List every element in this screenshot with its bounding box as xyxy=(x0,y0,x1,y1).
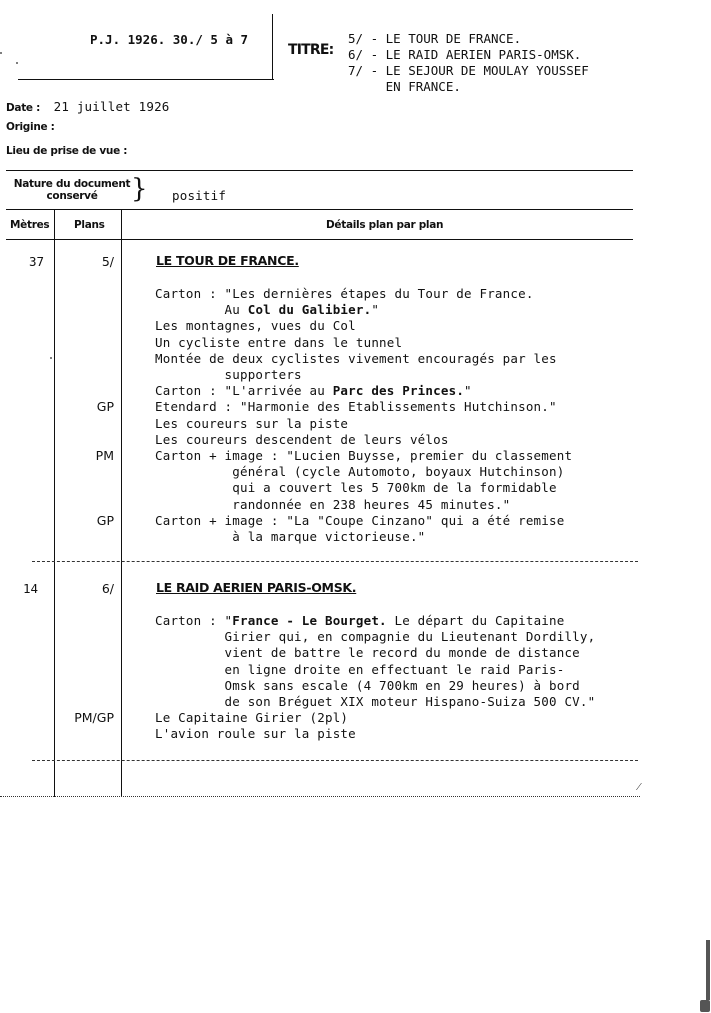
header-box-bottom-border xyxy=(18,79,274,80)
plan-type: PM xyxy=(95,448,114,463)
nature-value: positif xyxy=(172,188,227,203)
scan-speck xyxy=(700,1000,710,1012)
table-header-top-rule xyxy=(6,209,633,210)
detail-bold-text: Col du Galibier. xyxy=(247,302,372,318)
section-1-plan-number: 5/ xyxy=(101,254,114,269)
scan-speck xyxy=(50,357,52,359)
detail-text-after: Le départ du Capitaine xyxy=(386,613,565,628)
detail-line xyxy=(155,399,557,414)
section-2-bottom-rule xyxy=(32,760,638,761)
detail-text: qui a couvert les 5 700km de la formidable xyxy=(155,480,557,496)
plan-type: PM/GP xyxy=(74,710,114,726)
detail-line xyxy=(155,318,356,333)
detail-line xyxy=(155,335,402,350)
detail-text: général (cycle Automoto, boyaux Hutchinson) xyxy=(155,464,565,480)
detail-line xyxy=(155,497,510,512)
nature-brace: } xyxy=(131,174,148,204)
detail-line xyxy=(155,448,572,463)
detail-line xyxy=(155,383,472,398)
detail-line xyxy=(155,480,557,495)
document-reference: P.J. 1926. 30./ 5 à 7 xyxy=(90,32,249,47)
detail-line xyxy=(155,432,449,447)
detail-line xyxy=(155,529,425,544)
detail-line xyxy=(155,678,580,693)
detail-text: Girier qui, en compagnie du Lieutenant Dordilly, xyxy=(155,629,596,645)
titre-line-2: 6/ - LE RAID AERIEN PARIS-OMSK. xyxy=(348,47,582,62)
col-separator-1 xyxy=(54,210,55,797)
detail-line xyxy=(155,513,564,528)
titre-line-3: 7/ - LE SEJOUR DE MOULAY YOUSSEF xyxy=(348,63,589,78)
date-field xyxy=(6,96,170,115)
detail-line xyxy=(155,416,348,431)
detail-text: Carton : "Les dernières étapes du Tour de France. xyxy=(155,286,534,301)
scan-speck xyxy=(706,940,710,1000)
section-1-bottom-rule xyxy=(32,561,638,562)
detail-text: Montée de deux cyclistes vivement encouragés par les xyxy=(155,350,557,366)
detail-line xyxy=(155,302,379,317)
detail-bold-text: Parc des Princes. xyxy=(332,383,465,399)
detail-text: vient de battre le record du monde de distance xyxy=(155,645,580,661)
detail-line xyxy=(155,367,302,382)
titre-line-4: EN FRANCE. xyxy=(348,79,461,94)
detail-line xyxy=(155,694,595,709)
detail-line xyxy=(155,613,564,628)
detail-text: randonnée en 238 heures 45 minutes." xyxy=(155,496,511,512)
detail-text-after: " xyxy=(464,383,472,399)
date-value: 21 juillet 1926 xyxy=(53,99,170,114)
plan-type: GP xyxy=(96,399,114,415)
detail-text: Les coureurs descendent de leurs vélos xyxy=(155,431,449,447)
detail-text: Omsk sans escale (4 700km en 29 heures) à bord xyxy=(155,677,580,693)
section-2-title: LE RAID AERIEN PARIS-OMSK. xyxy=(156,580,357,595)
nature-label-line1: Nature du document xyxy=(13,178,131,190)
detail-text: Carton : " xyxy=(155,613,233,628)
detail-line xyxy=(155,710,348,725)
detail-text: à la marque victorieuse." xyxy=(155,529,426,544)
corner-mark: ⁄ xyxy=(638,780,640,793)
detail-text-after: " xyxy=(371,302,380,318)
detail-line xyxy=(155,629,595,644)
detail-line xyxy=(155,286,534,301)
detail-text: Etendard : "Harmonie des Etablissements Hutchinson." xyxy=(155,399,557,415)
detail-bold-text: France - Le Bourget. xyxy=(232,613,387,628)
detail-line xyxy=(155,726,356,741)
nature-label-line2: conservé xyxy=(46,190,98,202)
detail-text: Les coureurs sur la piste xyxy=(155,415,349,431)
section-2-metres: 14 xyxy=(22,581,38,596)
header-box-right-border xyxy=(272,14,273,80)
col-separator-2 xyxy=(121,210,122,797)
nature-top-rule xyxy=(6,170,633,171)
scan-speck xyxy=(0,52,2,54)
column-header-metres: Mètres xyxy=(10,219,50,231)
detail-line xyxy=(155,464,564,479)
table-header-bottom-rule xyxy=(6,239,633,240)
column-header-plans: Plans xyxy=(74,219,105,231)
origine-label: Origine : xyxy=(6,121,55,133)
lieu-label: Lieu de prise de vue : xyxy=(6,145,128,157)
detail-text: en ligne droite en effectuant le raid Paris- xyxy=(155,661,565,677)
scan-speck xyxy=(16,62,18,64)
detail-line xyxy=(155,662,564,677)
plan-type: GP xyxy=(96,512,114,528)
detail-text: Carton + image : "Lucien Buysse, premier du classement xyxy=(155,448,573,463)
detail-line xyxy=(155,351,557,366)
detail-text: Carton : "L'arrivée au xyxy=(155,383,333,399)
section-1-metres: 37 xyxy=(28,254,44,269)
detail-text: Un cycliste entre dans le tunnel xyxy=(155,334,403,350)
detail-text: L'avion roule sur la piste xyxy=(155,726,356,742)
section-2-plan-number: 6/ xyxy=(101,581,114,596)
detail-text: Les montagnes, vues du Col xyxy=(155,318,356,334)
section-1-title: LE TOUR DE FRANCE. xyxy=(156,253,299,268)
detail-text: supporters xyxy=(155,367,302,382)
detail-text: Au xyxy=(155,302,248,318)
nature-label xyxy=(12,178,132,202)
detail-text: de son Bréguet XIX moteur Hispano-Suiza 500 CV." xyxy=(155,694,596,709)
detail-line xyxy=(155,645,580,660)
table-bottom-rule xyxy=(0,796,640,797)
date-label: Date : xyxy=(6,102,40,114)
detail-text: Le Capitaine Girier (2pl) xyxy=(155,710,349,726)
titre-label: TITRE: xyxy=(288,42,334,58)
detail-text: Carton + image : "La "Coupe Cinzano" qui a été remise xyxy=(155,512,565,528)
titre-line-1: 5/ - LE TOUR DE FRANCE. xyxy=(348,31,522,46)
column-header-details: Détails plan par plan xyxy=(326,219,444,231)
